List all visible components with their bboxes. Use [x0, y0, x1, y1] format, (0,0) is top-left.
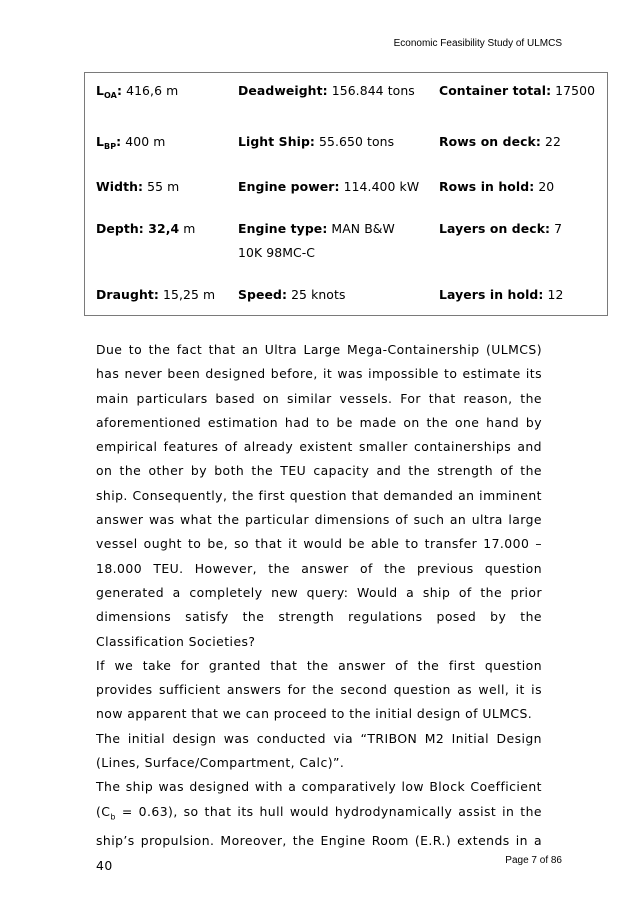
- paragraph-2: If we take for granted that the answer of the first question provides sufficient answers for the second question as well, it is now apparent that we can proceed to the initial design of ULMCS.: [96, 657, 542, 722]
- spec-layers-in-hold: Layers in hold: 12: [439, 287, 564, 302]
- specifications-table: [84, 72, 608, 316]
- spec-depth: Depth: 32,4 m: [96, 221, 196, 236]
- spec-engine-power: Engine power: 114.400 kW: [238, 179, 420, 194]
- spec-container-total: Container total: 17500: [439, 83, 596, 98]
- spec-layers-on-deck: Layers on deck: 7: [439, 221, 563, 236]
- paragraph-4: The ship was designed with a comparatively low Block Coefficient $(C_b = 0.63)$, so that its hull would hydrodynamically assist in the ship’s propulsion. Moreover, the Engine Room (E.R.) extends in a 40: [96, 779, 542, 873]
- spec-engine-type: Engine type: MAN B&W 10K 98MC-C: [238, 221, 395, 260]
- spec-speed: Speed: 25 knots: [238, 287, 346, 302]
- spec-light-ship: Light Ship: 55.650 tons: [238, 134, 395, 149]
- paragraph-3: The initial design was conducted via “TRIBON M2 Initial Design (Lines, Surface/Compartment, Calc)”.: [96, 730, 542, 771]
- page-number: Page 7 of 86: [505, 855, 562, 866]
- spec-rows-in-hold: Rows in hold: 20: [439, 179, 555, 194]
- spec-loa: $L_{OA}$: 416,6 m: [96, 83, 179, 100]
- spec-deadweight: Deadweight: 156.844 tons: [238, 83, 415, 98]
- spec-lbp: $L_{BP}$: 400 m: [96, 134, 166, 151]
- body-text: [96, 338, 542, 878]
- spec-rows-on-deck: Rows on deck: 22: [439, 134, 561, 149]
- spec-draught: Draught: 15,25 m: [96, 287, 216, 302]
- spec-width: Width: 55 m: [96, 179, 180, 194]
- paragraph-1: Due to the fact that an Ultra Large Mega-Containership (ULMCS) has never been designed before, it was impossible to estimate its main particulars based on similar vessels. For that reason, the aforementioned estimation had to be made on the one hand by empirical features of already existent smaller containerships and on the other by both the TEU capacity and the strength of the ship. Consequently, the first question that demanded an imminent answer was what the particular dimensions of such an ultra large vessel ought to be, so that it would be able to transfer 17.000 – 18.000 TEU. However, the answer of the previous question generated a completely new query: Would a ship of the prior dimensions satisfy the strength regulations posed by the Classification Societies?: [96, 342, 542, 649]
- running-header: Economic Feasibility Study of ULMCS: [393, 38, 562, 49]
